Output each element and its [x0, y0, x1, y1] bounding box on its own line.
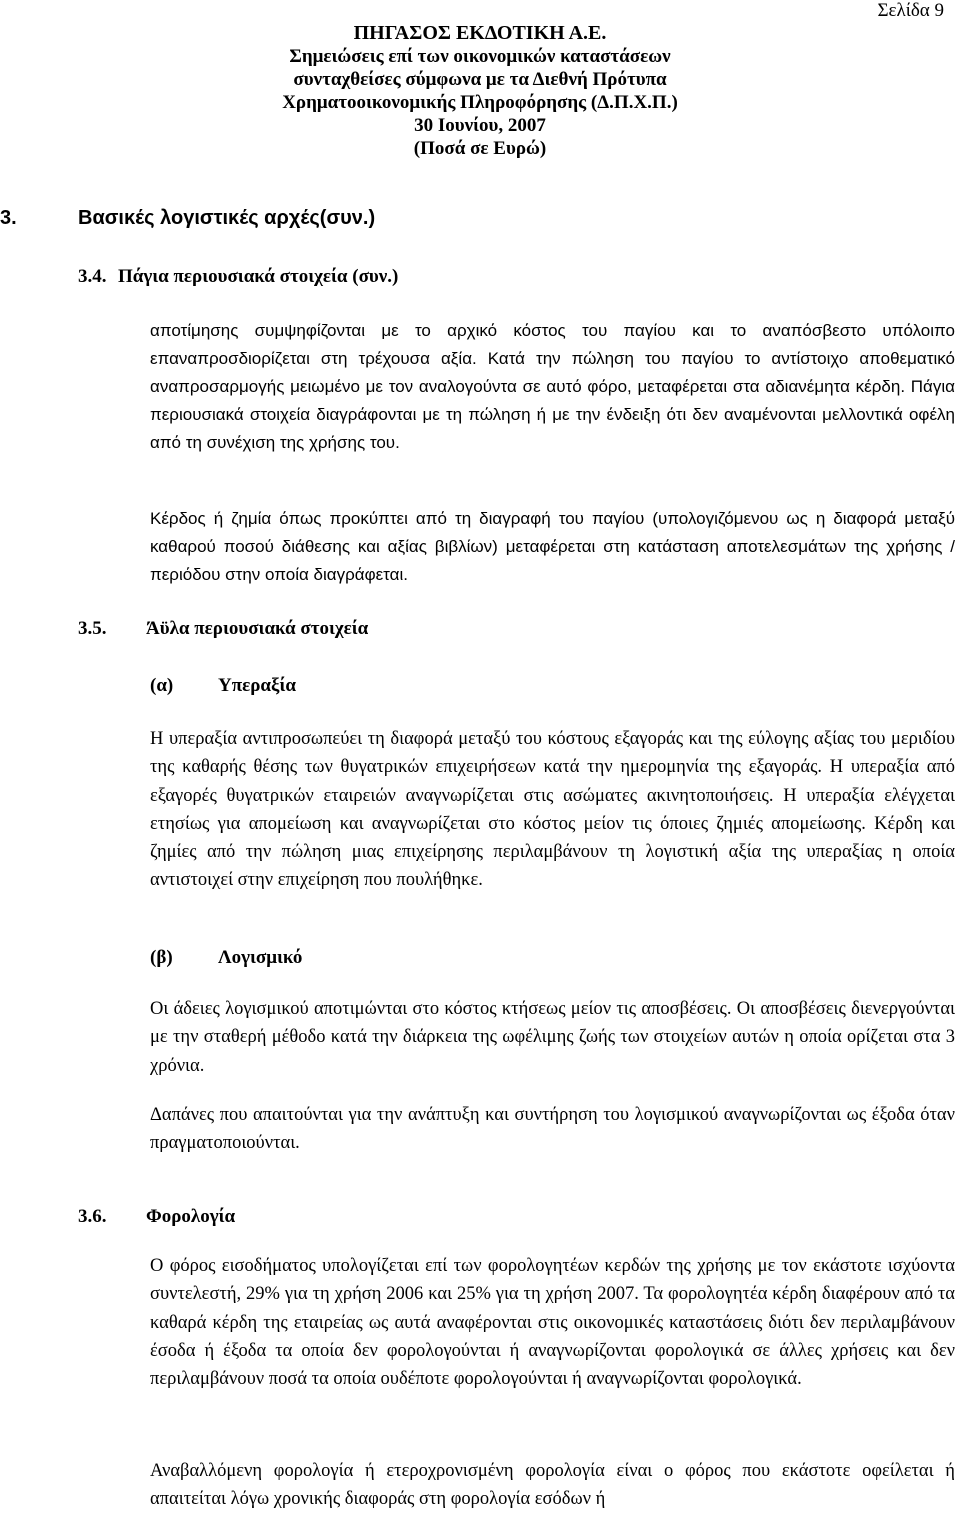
subsection-label: (β)	[150, 947, 173, 968]
header-line: συνταχθείσες σύμφωνα με τα Διεθνή Πρότυπα	[293, 69, 667, 90]
subsection-title: Υπεραξία	[218, 675, 296, 696]
document-header	[180, 22, 780, 160]
paragraph-gain-loss: Κέρδος ή ζημία όπως προκύπτει από τη διαγραφή του παγίου (υπολογιζόμενου ως η διαφορά μεταξύ καθαρού ποσού διάθεσης και αξίας βιβλίων) μεταφέρεται στη κατάσταση αποτελεσμάτων της χρήσης / περιόδου στην οποία διαγράφεται.	[150, 509, 955, 584]
header-currency: (Ποσά σε Ευρώ)	[413, 138, 547, 159]
section-number: 3.	[0, 207, 17, 229]
paragraph-income-tax: Ο φόρος εισοδήματος υπολογίζεται επί των φορολογητέων κερδών της χρήσης με τον εκάστοτε ισχύοντα συντελεστή, 29% για τη χρήση 2006 και 25% για τη χρήση 2007. Τα φορολογητέα κέρδη διαφέρουν από τα καθαρά κέρδη της εταιρείας ως αυτά αναφέρονται στις οικονομικές καταστάσεις διότι δεν περιλαμβάνουν έσοδα ή έξοδα τα οποία δεν φορολογούνται ή αναγνωρίζονται φορολογικά σε άλλες χρήσεις και δεν περιλαμβάνουν ποσά τα οποία ουδέποτε φορολογούνται ή αναγνωρίζονται φορολογικά.	[150, 1256, 955, 1390]
section-3-heading	[0, 207, 375, 230]
paragraph-deferred-tax: Αναβαλλόμενη φορολογία ή ετεροχρονισμένη φορολογία είναι ο φόρος που εκάστοτε οφείλεται ή απαιτείται λόγω χρονικής διαφοράς στη φορολογία εσόδων ή	[150, 1461, 955, 1510]
header-line: Σημειώσεις επί των οικονομικών καταστάσεων	[289, 46, 671, 67]
section-3-6-heading	[78, 1206, 235, 1228]
company-name: ΠΗΓΑΣΟΣ ΕΚΔΟΤΙΚΗ Α.Ε.	[353, 22, 607, 44]
subsection-b-heading	[150, 947, 302, 969]
subsection-a-heading	[150, 675, 296, 697]
subsection-label: (α)	[150, 675, 174, 696]
section-number: 3.4.	[78, 266, 107, 287]
header-line: Χρηματοοικονομικής Πληροφόρησης (Δ.Π.Χ.Π.)	[282, 92, 678, 113]
section-title: Βασικές λογιστικές αρχές(συν.)	[78, 207, 376, 229]
paragraph-software: Οι άδειες λογισμικού αποτιμώνται στο κόστος κτήσεως μείον τις αποσβέσεις. Οι αποσβέσεις διενεργούνται με την σταθερή μέθοδο κατά την διάρκεια της ωφέλιμης ζωής των στοιχείων αυτών η οποία ορίζεται στα 3 χρόνια.	[150, 999, 955, 1076]
header-date: 30 Ιουνίου, 2007	[414, 115, 546, 136]
section-3-5-heading	[78, 618, 368, 640]
section-number: 3.5.	[78, 618, 107, 639]
paragraph-asset-disposal: αποτίμησης συμψηφίζονται με το αρχικό κόστος του παγίου και το αναπόσβεστο υπόλοιπο επαναπροσδιορίζεται στη τρέχουσα αξία. Κατά την πώληση του παγίου το αντίστοιχο αποθεματικό αναπροσαρμογής μειωμένο με τον αναλογούντα σε αυτό φόρο, μεταφέρεται στα αδιανέμητα κέρδη. Πάγια περιουσιακά στοιχεία διαγράφονται με τη πώληση ή με την ένδειξη ότι δεν αναμένονται μελλοντικά οφέλη από τη συνέχιση της χρήσης του.	[150, 321, 955, 452]
subsection-title: Λογισμικό	[218, 947, 303, 968]
section-title: Άϋλα περιουσιακά στοιχεία	[146, 618, 369, 639]
section-3-4-heading	[78, 266, 398, 288]
page-number: Σελίδα 9	[877, 0, 944, 21]
paragraph-software-expenses: Δαπάνες που απαιτούνται για την ανάπτυξη και συντήρηση του λογισμικού αναγνωρίζονται ως έξοδα όταν πραγματοποιούνται.	[150, 1105, 955, 1154]
paragraph-goodwill: Η υπεραξία αντιπροσωπεύει τη διαφορά μεταξύ του κόστους εξαγοράς και της εύλογης αξίας του μεριδίου της καθαρής θέσης των θυγατρικών επιχειρήσεων κατά την ημερομηνία της εξαγοράς. Η υπεραξία από εξαγορές θυγατρικών εταιρειών αναγνωρίζεται στις ασώματες ακινητοποιήσεις. Η υπεραξία ελέγχεται ετησίως για απομείωση και αναγνωρίζεται στο κόστος μείον τις όποιες ζημιές απομείωσης. Κέρδη και ζημίες από την πώληση μιας επιχείρησης περιλαμβάνουν τη λογιστική αξία της υπεραξίας η οποία αντιστοιχεί στην επιχείρηση που πουλήθηκε.	[150, 729, 955, 891]
section-title: Πάγια περιουσιακά στοιχεία (συν.)	[118, 266, 399, 287]
section-title: Φορολογία	[146, 1206, 236, 1227]
section-number: 3.6.	[78, 1206, 107, 1227]
